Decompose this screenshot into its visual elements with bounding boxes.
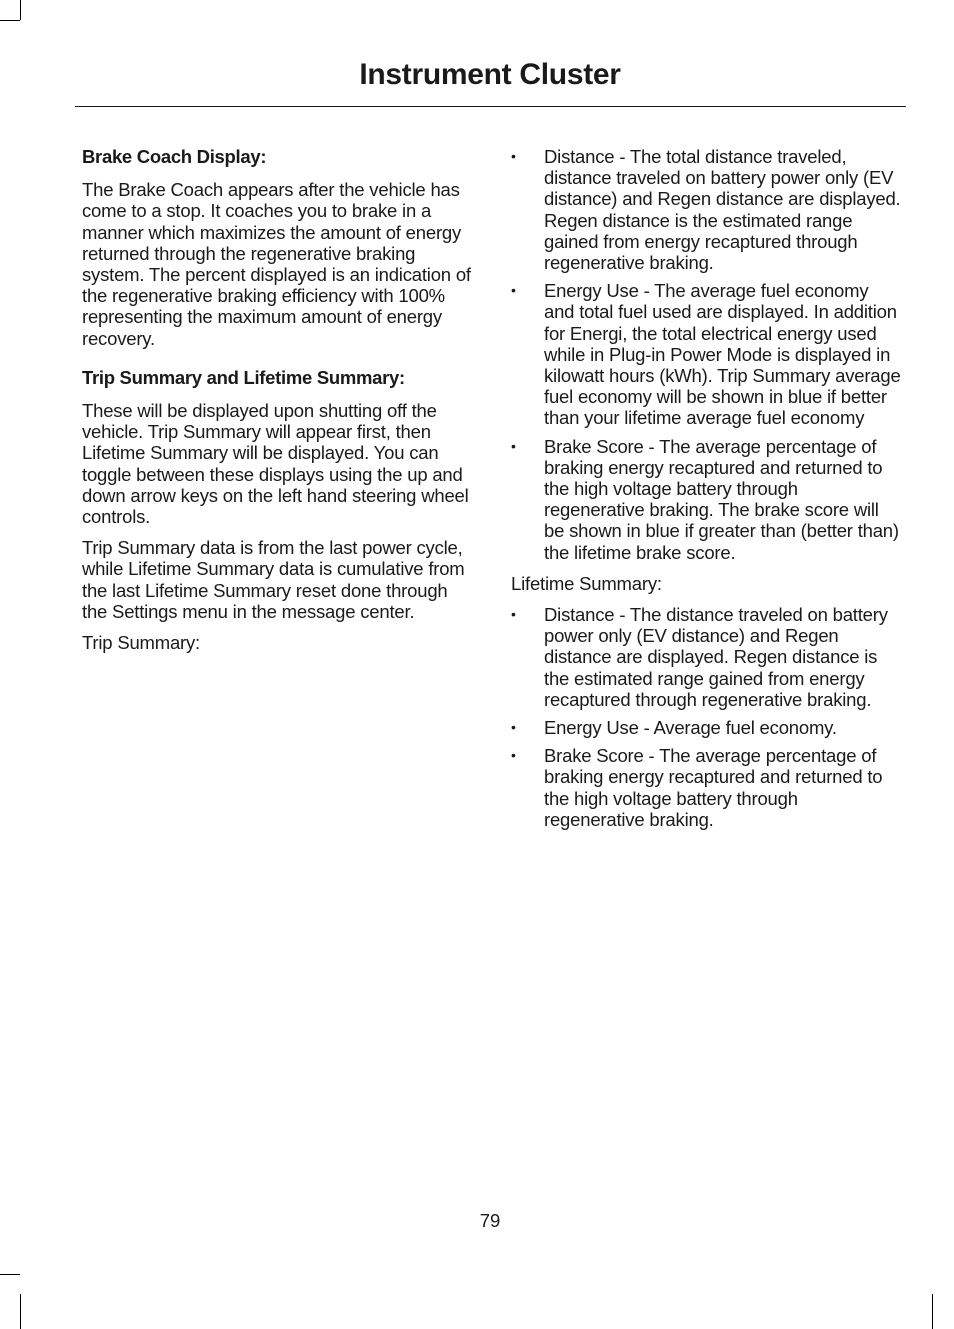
left-column [82, 146, 472, 663]
list-item-text: Energy Use - Average fuel economy. [544, 717, 837, 739]
header-rule [75, 106, 906, 107]
crop-mark-bottom-left-vertical [20, 1294, 21, 1329]
list-item-text: Brake Score - The average percentage of braking energy recaptured and returned to the high voltage battery through regenerative braking. [544, 745, 883, 830]
crop-mark-top-left-vertical [20, 0, 21, 20]
list-item [511, 745, 903, 830]
brake-coach-heading: Brake Coach Display: [82, 146, 267, 167]
list-item-text: Energy Use - The average fuel economy and total fuel used are displayed. In addition for Energi, the total electrical energy used while in Plug-in Power Mode is displayed in kilowatt hours (kWh). Trip Summary average fuel economy will be shown in blue if better than your lifetime average fuel economy [544, 280, 901, 429]
list-item [511, 436, 903, 563]
bullet-icon: • [511, 148, 516, 164]
summary-paragraph-2: Trip Summary data is from the last power cycle, while Lifetime Summary data is cumulative from the last Lifetime Summary reset done through the Settings menu in the message center. [82, 537, 465, 622]
brake-coach-paragraph: The Brake Coach appears after the vehicle has come to a stop. It coaches you to brake in a manner which maximizes the amount of energy returned through the regenerative braking system. The percent displayed is an indication of the regenerative braking efficiency with 100% representing the maximum amount of energy recovery. [82, 179, 471, 349]
page-number: 79 [479, 1210, 501, 1231]
trip-summary-label: Trip Summary: [82, 632, 201, 654]
lifetime-summary-label: Lifetime Summary: [511, 572, 662, 594]
crop-mark-top-left-horizontal [0, 20, 20, 21]
lifetime-summary-list [511, 604, 903, 830]
list-item [511, 717, 903, 738]
list-item [511, 280, 903, 428]
crop-mark-bottom-right-vertical [932, 1294, 933, 1329]
summary-paragraph-1: These will be displayed upon shutting off the vehicle. Trip Summary will appear first, then Lifetime Summary will be displayed. You can toggle between these displays using the up and down arrow keys on the left hand steering wheel controls. [82, 400, 469, 528]
right-column [511, 146, 903, 840]
list-item-text: Distance - The distance traveled on battery power only (EV distance) and Regen distance are displayed. Regen distance is the estimated range gained from energy recaptured through regenerative braking. [544, 604, 888, 710]
bullet-icon: • [511, 747, 516, 764]
bullet-icon: • [511, 719, 516, 736]
list-item-text: Brake Score - The average percentage of braking energy recaptured and returned to the high voltage battery through regenerative braking. The brake score will be shown in blue if greater than (better than) the lifetime brake score. [544, 435, 899, 563]
list-item [511, 604, 903, 710]
trip-summary-list [511, 146, 903, 563]
bullet-icon: • [511, 606, 516, 623]
bullet-icon: • [511, 282, 516, 299]
crop-mark-bottom-left-horizontal [0, 1274, 20, 1275]
summary-heading: Trip Summary and Lifetime Summary: [82, 366, 405, 388]
list-item [511, 146, 903, 273]
page-title: Instrument Cluster [359, 58, 621, 91]
list-item-text: Distance - The total distance traveled, distance traveled on battery power only (EV distance) and Regen distance are displayed. Regen distance is the estimated range gained from energy recaptured through regenerative braking. [544, 146, 901, 274]
bullet-icon: • [511, 437, 516, 454]
